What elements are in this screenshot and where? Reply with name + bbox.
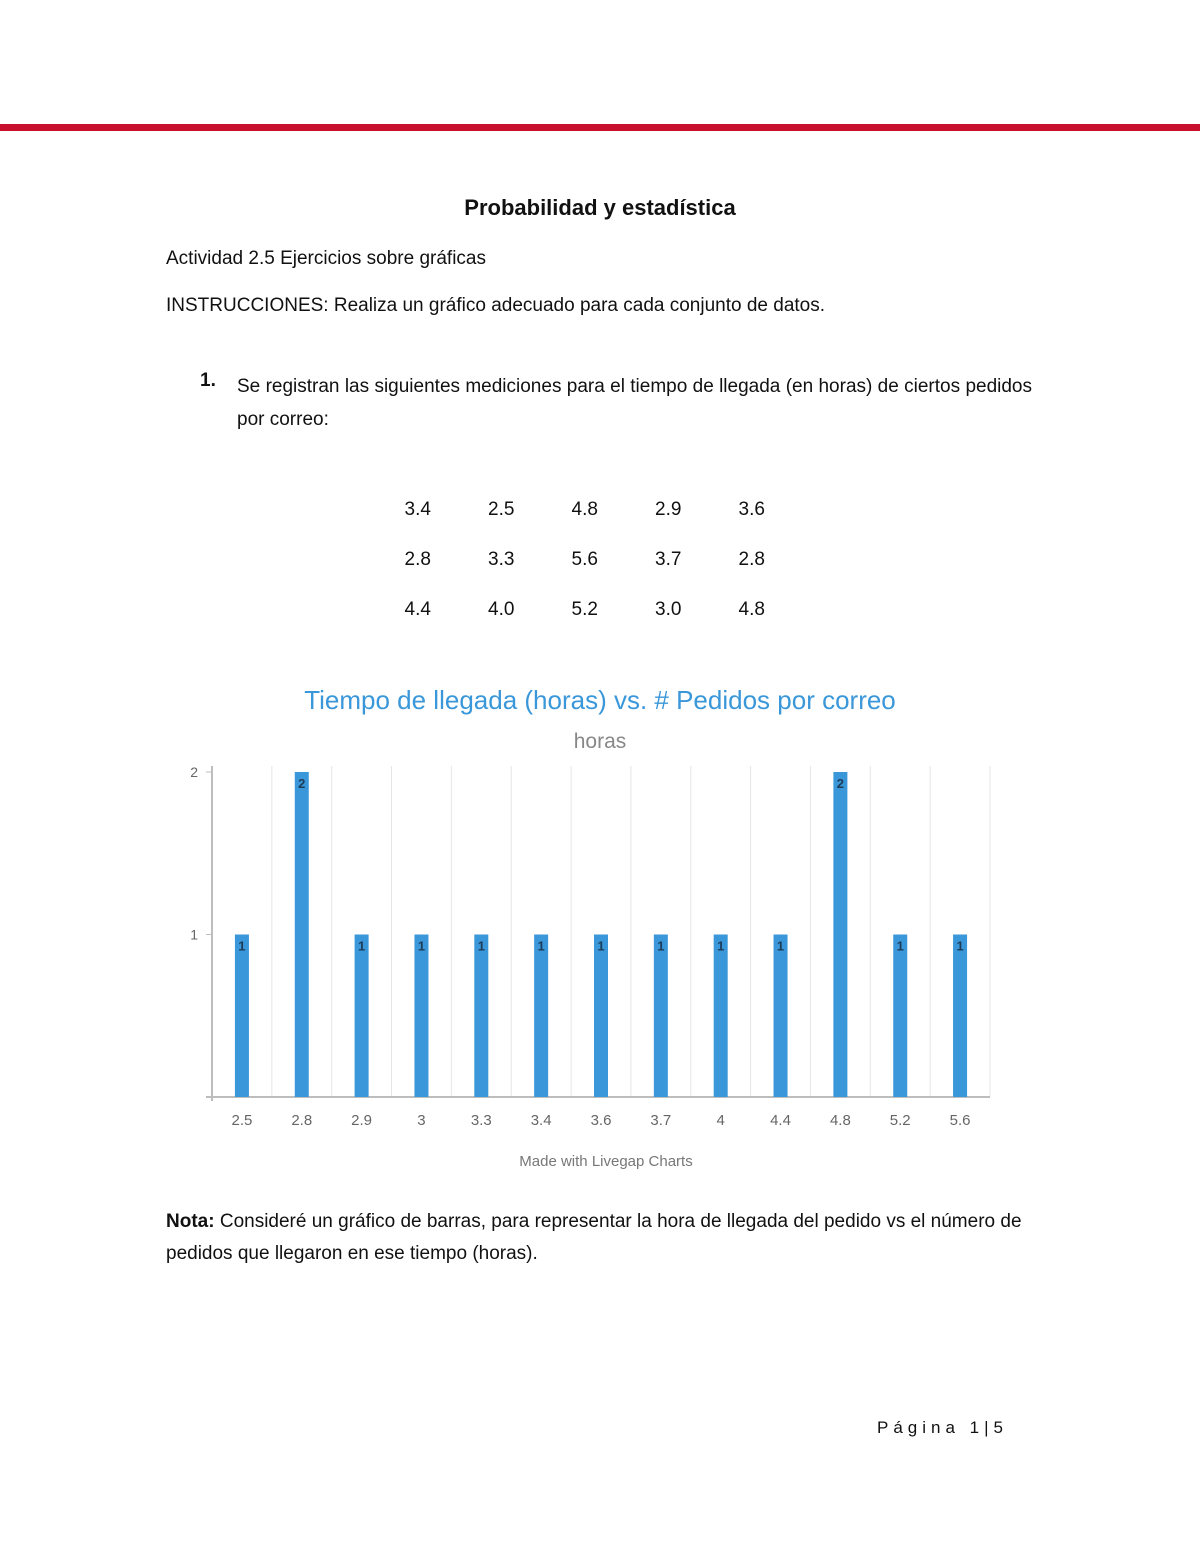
table-cell: 2.5 <box>488 499 515 520</box>
bar-chart <box>160 675 1040 1185</box>
x-tick-label: 2.5 <box>231 1112 253 1129</box>
table-cell: 3.4 <box>404 499 431 520</box>
document-title: Probabilidad y estadística <box>464 195 736 220</box>
data-label: 2 <box>836 776 845 791</box>
data-label: 1 <box>717 938 725 954</box>
chart-title: Tiempo de llegada (horas) vs. # Pedidos por correo <box>304 685 896 715</box>
chart-subtitle: horas <box>573 730 627 753</box>
data-label: 1 <box>477 938 485 954</box>
x-tick-label: 4 <box>716 1112 725 1129</box>
bar <box>414 935 428 1098</box>
instructions-text: INSTRUCCIONES: Realiza un gráfico adecuado para cada conjunto de datos. <box>166 295 826 316</box>
table-cell: 2.8 <box>404 549 431 570</box>
x-tick-label: 3.6 <box>590 1112 612 1129</box>
x-tick-label: 2.9 <box>351 1112 373 1129</box>
measurements-table <box>376 485 794 635</box>
bar <box>893 935 907 1098</box>
bar <box>235 935 249 1098</box>
data-label: 1 <box>417 938 426 954</box>
table-cell: 3.0 <box>655 599 682 620</box>
bar <box>594 935 608 1098</box>
x-tick-label: 5.6 <box>949 1112 971 1129</box>
table-cell: 2.9 <box>655 499 682 520</box>
data-label: 1 <box>537 938 545 954</box>
x-tick-label: 4.8 <box>829 1112 851 1129</box>
data-label: 1 <box>357 938 366 954</box>
header-accent-rule <box>0 124 1200 131</box>
data-label: 2 <box>298 776 306 791</box>
bar <box>953 935 967 1098</box>
table-cell: 3.3 <box>488 549 515 570</box>
x-tick-label: 3.4 <box>530 1112 552 1129</box>
table-cell: 5.6 <box>571 549 598 570</box>
data-label: 1 <box>657 938 665 954</box>
data-label: 1 <box>776 938 785 954</box>
x-tick-label: 3.3 <box>470 1112 492 1129</box>
note-paragraph <box>166 1206 1036 1270</box>
table-cell: 4.8 <box>738 599 765 620</box>
x-tick-label: 2.8 <box>291 1112 313 1129</box>
data-label: 1 <box>896 938 904 954</box>
table-row <box>376 485 794 535</box>
table-cell: 2.8 <box>738 549 765 570</box>
page-number-footer: Página 1|5 <box>877 1418 1008 1437</box>
data-label: 1 <box>597 938 605 954</box>
table-cell: 3.7 <box>655 549 682 570</box>
table-cell: 4.8 <box>571 499 598 520</box>
bar <box>714 935 728 1098</box>
note-text: Consideré un gráfico de barras, para representar la hora de llegada del pedido vs el número de pedidos que llegaron en ese tiempo (horas). <box>166 1211 1022 1264</box>
bar <box>774 935 788 1098</box>
bar <box>295 772 309 1097</box>
table-cell: 4.4 <box>404 599 431 620</box>
data-label: 1 <box>956 938 964 954</box>
table-cell: 5.2 <box>571 599 598 620</box>
bar <box>355 935 369 1098</box>
table-cell: 4.0 <box>488 599 515 620</box>
chart-credit: Made with Livegap Charts <box>519 1153 693 1170</box>
table-row <box>376 535 794 585</box>
question-number: 1. <box>200 370 216 391</box>
question-text: Se registran las siguientes mediciones para el tiempo de llegada (en horas) de ciertos pedidos por correo: <box>237 376 1032 430</box>
x-tick-label: 3 <box>417 1112 426 1129</box>
bar <box>474 935 488 1098</box>
y-tick-label: 1 <box>190 926 198 943</box>
y-tick-label: 2 <box>190 764 198 780</box>
bar-chart-svg <box>160 675 1040 1185</box>
table-cell: 3.6 <box>738 499 765 520</box>
table-row <box>376 585 794 635</box>
data-label: 1 <box>238 938 246 954</box>
x-tick-label: 4.4 <box>770 1112 791 1129</box>
x-tick-label: 3.7 <box>650 1112 672 1129</box>
activity-heading: Actividad 2.5 Ejercicios sobre gráficas <box>166 248 486 269</box>
note-label: Nota: <box>166 1211 215 1232</box>
x-tick-label: 5.2 <box>889 1112 911 1129</box>
bar <box>833 772 847 1097</box>
bar <box>534 935 548 1098</box>
bar <box>654 935 668 1098</box>
